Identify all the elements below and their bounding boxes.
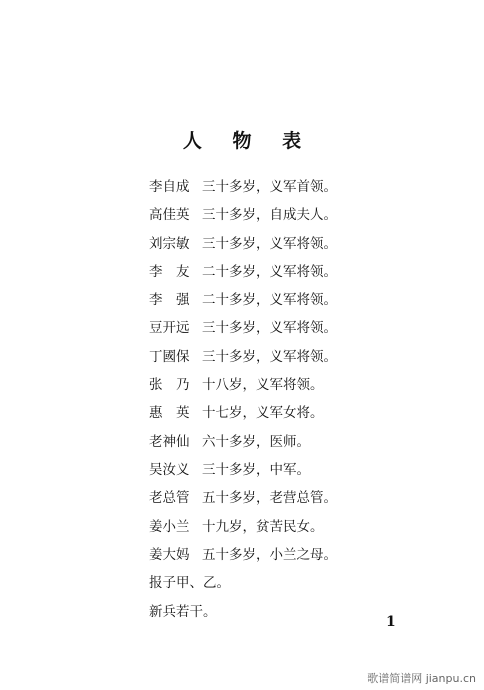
cast-row [149, 541, 409, 569]
role-name: 姜小兰 [149, 518, 190, 535]
role-description: 十八岁，义军将领。 [202, 377, 324, 394]
role-name: 老神仙 [149, 433, 190, 450]
role-name: 李 强 [149, 292, 190, 309]
role-description: 二十多岁，义军将领。 [202, 263, 337, 280]
page-title: 人 物 表 [182, 130, 314, 152]
role-name: 李自成 [149, 179, 190, 195]
cast-row [149, 343, 409, 371]
role-name: 高佳英 [149, 207, 190, 224]
role-description: 三十多岁，中军。 [202, 461, 310, 478]
role-name: 老总管 [149, 490, 190, 507]
cast-row [149, 258, 409, 286]
role-name: 姜大妈 [149, 546, 190, 563]
cast-row [149, 428, 409, 456]
cast-row [149, 456, 409, 484]
role-description: 三十多岁，自成夫人。 [202, 207, 337, 224]
role-name: 惠 英 [149, 405, 190, 422]
site-watermark: 歌谱简谱网 jianpu.cn [367, 672, 476, 685]
role-description: 二十多岁，义军将领。 [202, 292, 337, 309]
cast-note: 报子甲、乙。 [149, 575, 230, 592]
role-description: 三十多岁，义军将领。 [202, 348, 337, 365]
role-name: 丁國保 [149, 348, 190, 365]
role-description: 三十多岁，义军将领。 [202, 320, 337, 337]
cast-row [149, 513, 409, 541]
role-name: 豆开远 [149, 320, 190, 337]
role-name: 张 乃 [149, 377, 190, 394]
cast-row [149, 371, 409, 399]
role-name: 李 友 [149, 263, 190, 280]
role-description: 十九岁，贫苦民女。 [202, 518, 324, 535]
role-description: 十七岁，义军女将。 [202, 405, 324, 422]
cast-row [149, 230, 409, 258]
role-description: 六十多岁，医师。 [202, 433, 310, 450]
cast-row [149, 399, 409, 427]
role-description: 五十多岁，老营总管。 [202, 490, 337, 507]
cast-list [149, 173, 409, 627]
role-name: 吴汝义 [149, 461, 190, 478]
role-description: 三十多岁，义军将领。 [202, 235, 337, 252]
role-name: 刘宗敏 [149, 235, 190, 252]
page-number: 1 [386, 614, 396, 630]
cast-row [149, 201, 409, 229]
cast-note: 新兵若干。 [149, 604, 217, 621]
cast-row [149, 286, 409, 314]
role-description: 三十多岁，义军首领。 [202, 179, 337, 195]
cast-row [149, 314, 409, 342]
role-description: 五十多岁，小兰之母。 [202, 546, 337, 563]
cast-row [149, 484, 409, 512]
cast-row [149, 173, 409, 201]
